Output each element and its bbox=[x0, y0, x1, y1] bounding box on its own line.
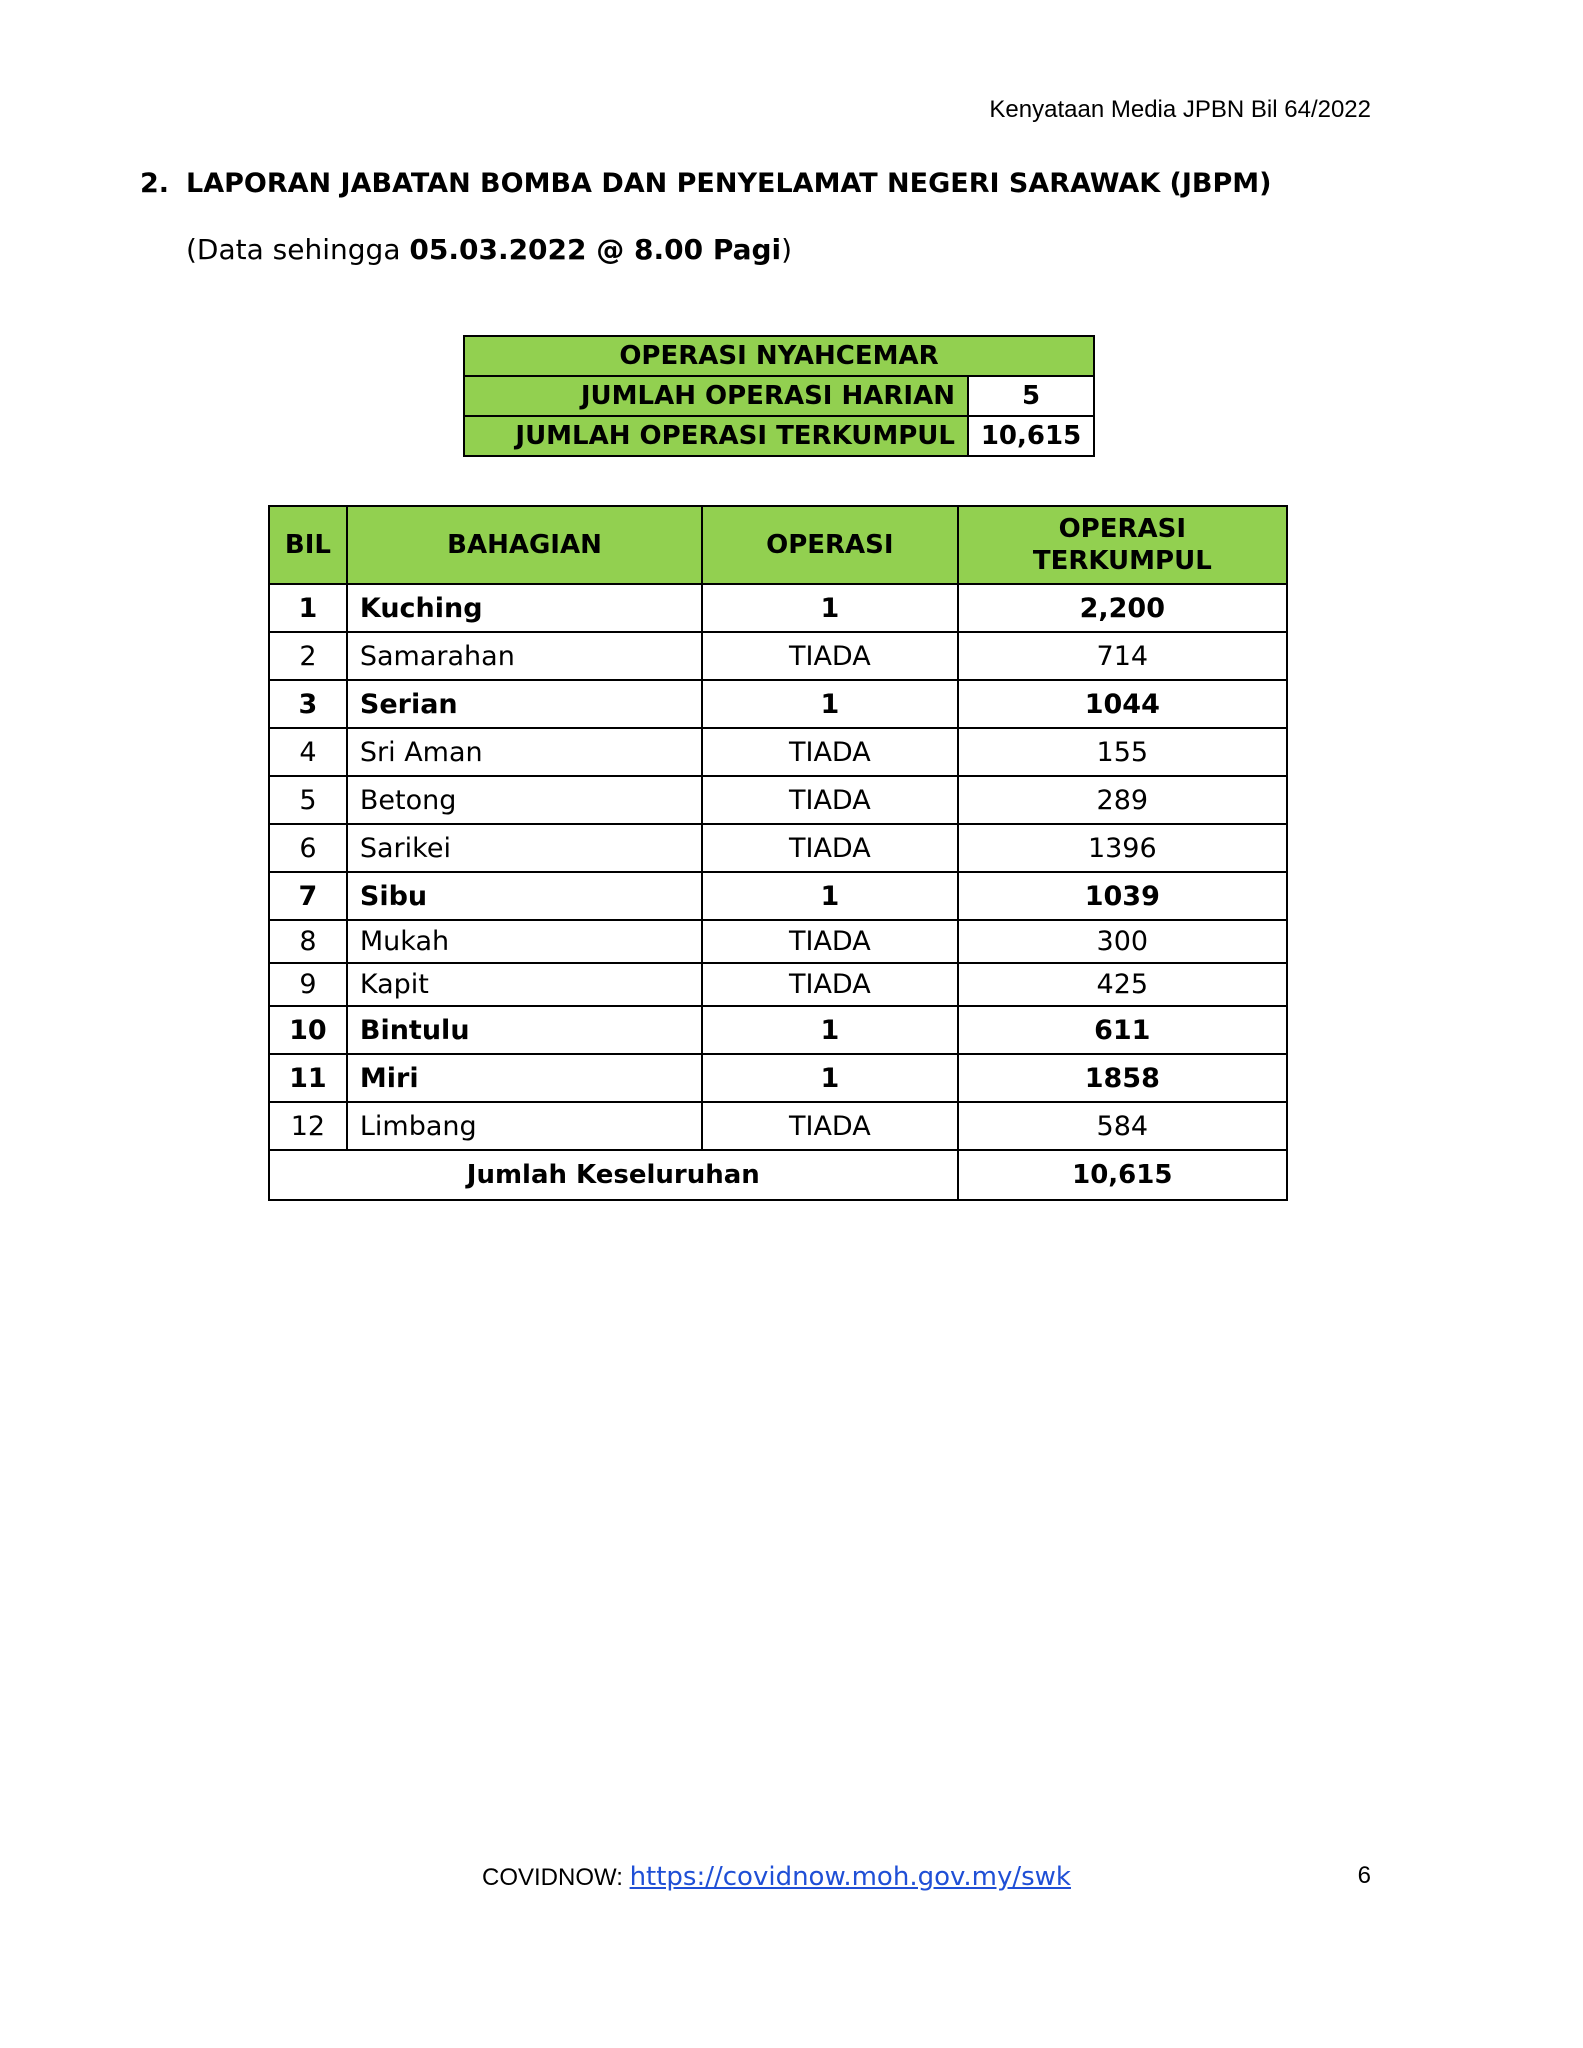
summary-title-row bbox=[464, 336, 1094, 376]
division-table bbox=[268, 505, 1288, 1201]
cell-bahagian: Sri Aman bbox=[347, 728, 702, 776]
cell-terkumpul: 714 bbox=[958, 632, 1287, 680]
cell-bil: 8 bbox=[269, 920, 347, 963]
total-row bbox=[269, 1150, 1287, 1200]
table-row bbox=[269, 963, 1287, 1006]
summary-daily-row bbox=[464, 376, 1094, 416]
footer bbox=[482, 1862, 1071, 1892]
table-row bbox=[269, 1102, 1287, 1150]
header-terkumpul: OPERASI TERKUMPUL bbox=[958, 506, 1287, 584]
header-bil: BIL bbox=[269, 506, 347, 584]
cell-operasi: 1 bbox=[702, 872, 957, 920]
cell-bahagian: Samarahan bbox=[347, 632, 702, 680]
table-row bbox=[269, 920, 1287, 963]
cell-operasi: TIADA bbox=[702, 1102, 957, 1150]
cell-bahagian: Mukah bbox=[347, 920, 702, 963]
cell-bil: 4 bbox=[269, 728, 347, 776]
cell-terkumpul: 1044 bbox=[958, 680, 1287, 728]
cell-bahagian: Serian bbox=[347, 680, 702, 728]
cell-bahagian: Kapit bbox=[347, 963, 702, 1006]
section-title: LAPORAN JABATAN BOMBA DAN PENYELAMAT NEGERI SARAWAK (JBPM) bbox=[186, 168, 1272, 199]
cell-terkumpul: 300 bbox=[958, 920, 1287, 963]
table-row bbox=[269, 680, 1287, 728]
cell-operasi: TIADA bbox=[702, 632, 957, 680]
cell-terkumpul: 289 bbox=[958, 776, 1287, 824]
cell-terkumpul: 1858 bbox=[958, 1054, 1287, 1102]
total-label: Jumlah Keseluruhan bbox=[269, 1150, 958, 1200]
table-row bbox=[269, 1006, 1287, 1054]
summary-title: OPERASI NYAHCEMAR bbox=[464, 336, 1094, 376]
table-row bbox=[269, 824, 1287, 872]
section-heading bbox=[140, 168, 1272, 199]
table-row bbox=[269, 1054, 1287, 1102]
cell-operasi: TIADA bbox=[702, 963, 957, 1006]
cell-bahagian: Limbang bbox=[347, 1102, 702, 1150]
data-date-note bbox=[186, 233, 792, 266]
header-operasi: OPERASI bbox=[702, 506, 957, 584]
table-row bbox=[269, 728, 1287, 776]
table-row bbox=[269, 584, 1287, 632]
table-header-row bbox=[269, 506, 1287, 584]
cell-bahagian: Miri bbox=[347, 1054, 702, 1102]
cell-operasi: TIADA bbox=[702, 824, 957, 872]
daily-value: 5 bbox=[968, 376, 1094, 416]
cell-terkumpul: 1396 bbox=[958, 824, 1287, 872]
cell-bil: 12 bbox=[269, 1102, 347, 1150]
cell-operasi: TIADA bbox=[702, 920, 957, 963]
cell-bil: 7 bbox=[269, 872, 347, 920]
note-date: 05.03.2022 @ 8.00 Pagi bbox=[409, 233, 782, 266]
total-value: 10,615 bbox=[958, 1150, 1287, 1200]
page-number: 6 bbox=[1357, 1862, 1371, 1889]
cell-bahagian: Sarikei bbox=[347, 824, 702, 872]
document-reference: Kenyataan Media JPBN Bil 64/2022 bbox=[989, 96, 1371, 123]
cell-bahagian: Bintulu bbox=[347, 1006, 702, 1054]
cell-operasi: 1 bbox=[702, 680, 957, 728]
cell-operasi: 1 bbox=[702, 1006, 957, 1054]
summary-table bbox=[463, 335, 1095, 457]
cell-bahagian: Sibu bbox=[347, 872, 702, 920]
cumulative-value: 10,615 bbox=[968, 416, 1094, 456]
table-row bbox=[269, 872, 1287, 920]
table-row bbox=[269, 632, 1287, 680]
cell-bil: 9 bbox=[269, 963, 347, 1006]
cell-bil: 1 bbox=[269, 584, 347, 632]
cell-operasi: 1 bbox=[702, 584, 957, 632]
cell-bil: 6 bbox=[269, 824, 347, 872]
footer-label: COVIDNOW: bbox=[482, 1864, 630, 1891]
cell-bil: 3 bbox=[269, 680, 347, 728]
cell-terkumpul: 155 bbox=[958, 728, 1287, 776]
covidnow-link[interactable]: https://covidnow.moh.gov.my/swk bbox=[629, 1862, 1071, 1892]
cell-terkumpul: 584 bbox=[958, 1102, 1287, 1150]
daily-label: JUMLAH OPERASI HARIAN bbox=[464, 376, 968, 416]
header-bahagian: BAHAGIAN bbox=[347, 506, 702, 584]
cell-terkumpul: 2,200 bbox=[958, 584, 1287, 632]
section-number: 2. bbox=[140, 168, 170, 199]
cell-terkumpul: 1039 bbox=[958, 872, 1287, 920]
cell-operasi: TIADA bbox=[702, 728, 957, 776]
cell-terkumpul: 425 bbox=[958, 963, 1287, 1006]
summary-cumulative-row bbox=[464, 416, 1094, 456]
cell-bil: 2 bbox=[269, 632, 347, 680]
table-row bbox=[269, 776, 1287, 824]
cell-terkumpul: 611 bbox=[958, 1006, 1287, 1054]
cumulative-label: JUMLAH OPERASI TERKUMPUL bbox=[464, 416, 968, 456]
cell-bahagian: Betong bbox=[347, 776, 702, 824]
cell-operasi: 1 bbox=[702, 1054, 957, 1102]
cell-bil: 11 bbox=[269, 1054, 347, 1102]
cell-bil: 5 bbox=[269, 776, 347, 824]
cell-bahagian: Kuching bbox=[347, 584, 702, 632]
cell-operasi: TIADA bbox=[702, 776, 957, 824]
note-suffix: ) bbox=[781, 233, 793, 266]
note-prefix: (Data sehingga bbox=[186, 233, 410, 266]
cell-bil: 10 bbox=[269, 1006, 347, 1054]
